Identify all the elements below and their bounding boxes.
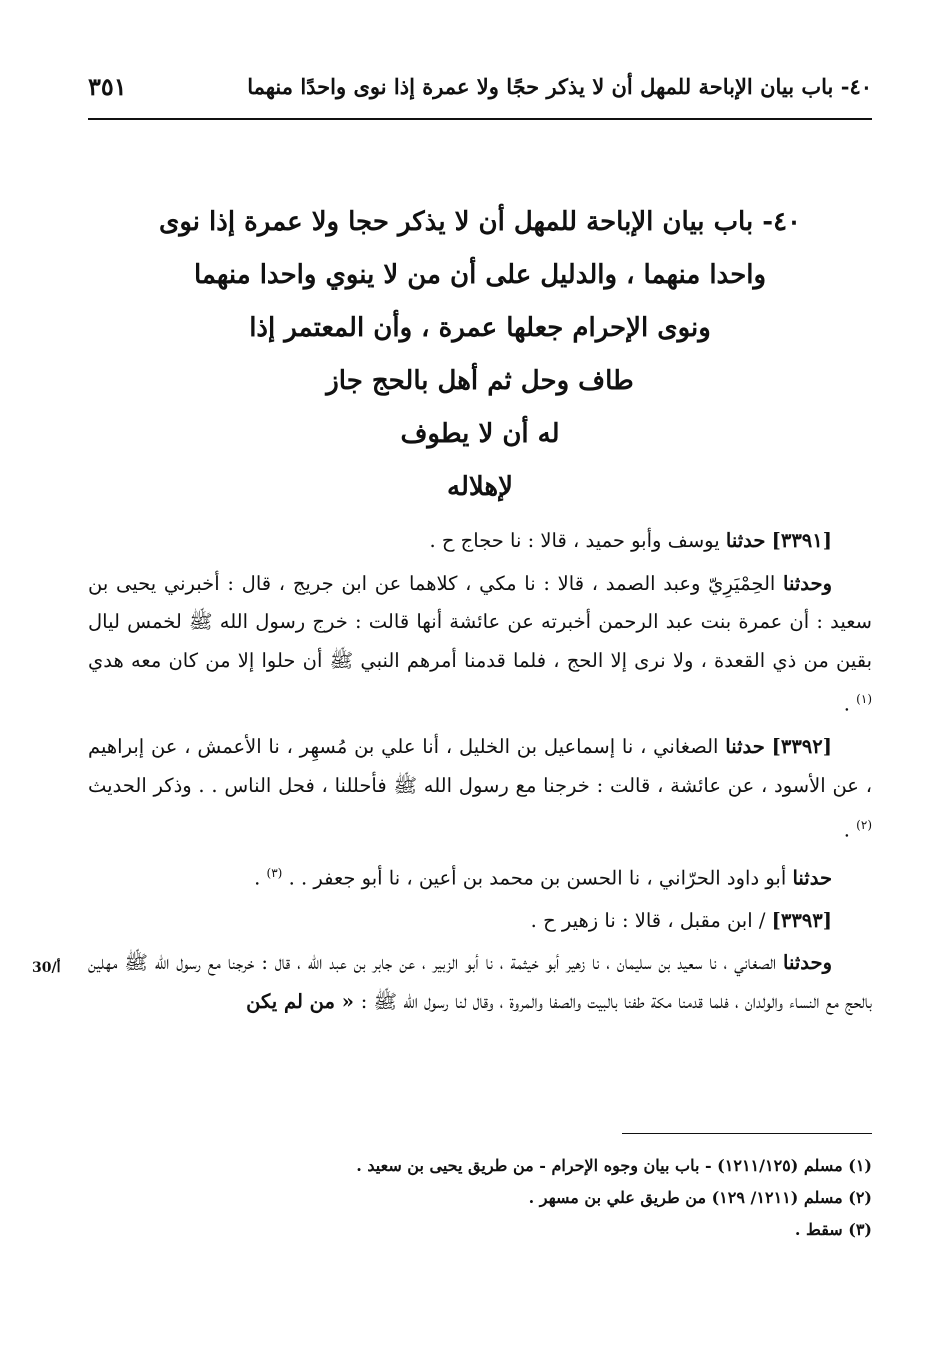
- bold-quote-start: « من لم يكن: [246, 990, 361, 1014]
- paragraph-end: .: [254, 866, 267, 890]
- hadith-number: [٣٣٩٢]: [771, 735, 832, 759]
- footnotes: [88, 1150, 872, 1246]
- page-number: ٣٥١: [88, 71, 127, 101]
- running-title: ٤٠- باب بيان الإباحة للمهل أن لا يذكر حجًا ولا عمرة إذا نوى واحدًا منهما: [247, 73, 872, 99]
- heading-line: ونوى الإحرام جعلها عمرة ، وأن المعتمر إذا: [249, 313, 711, 343]
- footnote: (١) مسلم (١٢١١/١٢٥) - باب بيان وجوه الإحرام - من طريق يحيى بن سعيد .: [356, 1156, 872, 1175]
- keyword: حدثنا: [792, 866, 832, 890]
- heading-line: له أن لا يطوف: [400, 419, 560, 449]
- heading-line: طاف وحل ثم أهل بالحج جاز: [326, 366, 634, 396]
- paragraph-text: الصغاني ، نا سعيد بن سليمان ، نا زهير أبو خيثمة ، نا أبو الزبير ، عن جابر بن عبد الله ، قال : خرجنا مع رسول الله ﷺ مهلين بالحج مع النساء والولدان ، فلما قدمنا مكة طفنا بالبيت والصفا والمروة ، وقال لنا رسول الله ﷺ :: [88, 951, 872, 1014]
- paragraph-end: .: [843, 818, 857, 842]
- heading-line: واحدا منهما ، والدليل على أن من لا ينوي واحدا منهما: [193, 260, 767, 290]
- hadith-paragraph: [88, 728, 872, 849]
- paragraph-text: يوسف وأبو حميد ، قالا : نا حجاج ح .: [429, 529, 726, 552]
- hadith-paragraph: [88, 565, 872, 725]
- hadith-number: [٣٣٩١]: [771, 529, 832, 552]
- paragraph-end: .: [843, 692, 857, 716]
- footnote: (٣) سقط .: [794, 1220, 872, 1239]
- keyword: حدثنا: [725, 529, 766, 552]
- paragraph-text: أبو داود الحرّاني ، نا الحسن بن محمد بن أعين ، نا أبو جعفر . .: [288, 866, 793, 890]
- heading-line: ٤٠- باب بيان الإباحة للمهل أن لا يذكر حجا ولا عمرة إذا نوى: [158, 207, 801, 237]
- keyword: وحدثنا: [783, 951, 832, 975]
- header-rule: [88, 118, 872, 120]
- footnote: (٢) مسلم (١٢١١/ ١٢٩) من طريق علي بن مسهر .: [528, 1188, 872, 1207]
- paragraph-text: / ابن مقبل ، قالا : نا زهير ح .: [530, 908, 772, 932]
- hadith-paragraph: [88, 944, 872, 1021]
- footnote-rule: [622, 1133, 872, 1134]
- keyword: وحدثنا: [783, 571, 832, 595]
- paragraph-text: الصغاني ، نا إسماعيل بن الخليل ، أنا علي بن مُسهِر ، نا الأعمش ، عن إبراهيم ، عن الأسود ، عن عائشة ، قالت : خرجنا مع رسول الله ﷺ فأحللنا ، فحل الناس . . وذكر الحديث: [88, 735, 872, 798]
- footnote-ref: (٣): [266, 865, 283, 880]
- hadith-number: [٣٣٩٣]: [771, 908, 832, 932]
- footnote-ref: (١): [856, 692, 872, 707]
- chapter-heading: [110, 196, 850, 514]
- keyword: حدثنا: [725, 735, 765, 759]
- heading-line: لإهلاله: [447, 472, 513, 502]
- hadith-paragraph: [88, 522, 872, 561]
- footnote-ref: (٢): [856, 817, 872, 832]
- manuscript-folio-note: 30/أ: [32, 960, 61, 976]
- body-text: [88, 522, 872, 1026]
- hadith-paragraph: [88, 902, 872, 941]
- running-header: [88, 62, 872, 110]
- hadith-paragraph: [88, 854, 872, 898]
- paragraph-text: الحِمْيَرِيّ وعبد الصمد ، قالا : نا مكي ، كلاهما عن ابن جريج ، قال : أخبرني يحيى بن سعيد : أن عمرة بنت عبد الرحمن أخبرته عن عائشة أنها قالت : خرج رسول الله ﷺ لخمس ليال بقين من ذي القعدة ، ولا نرى إلا الحج ، فلما قدمنا أمرهم النبي ﷺ أن حلوا إلا من كان معه هدي: [88, 571, 872, 672]
